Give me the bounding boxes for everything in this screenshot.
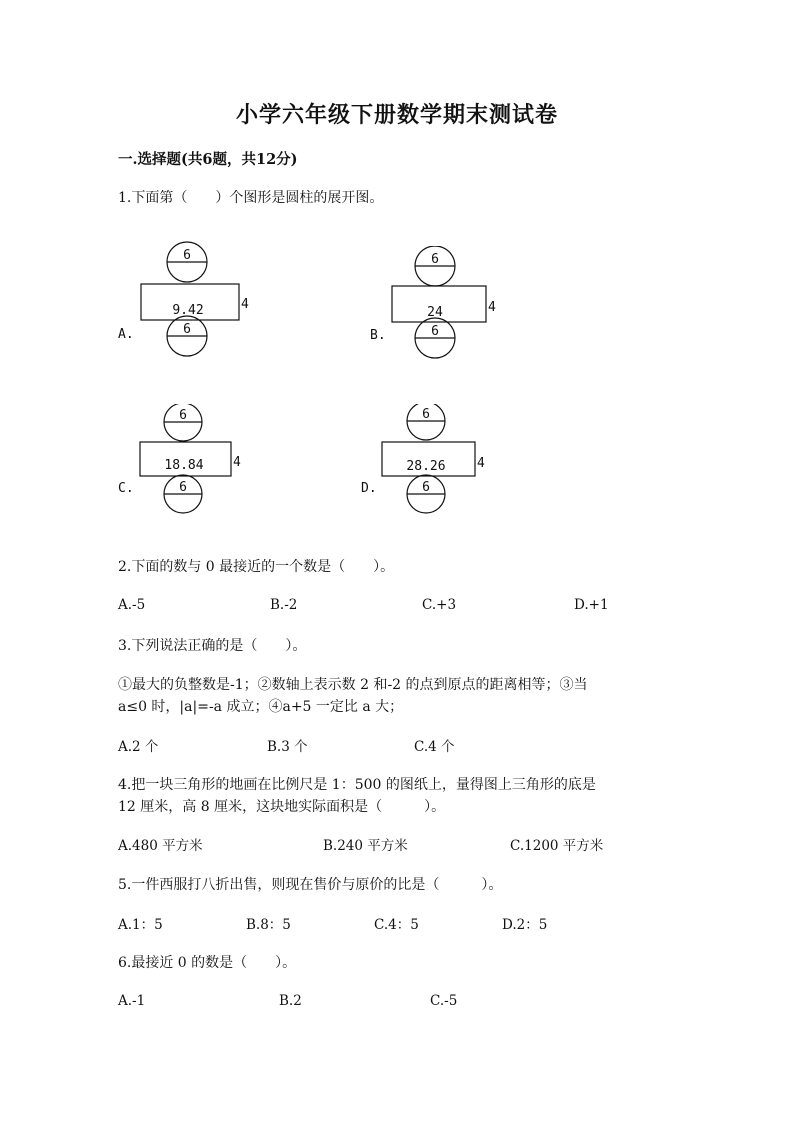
question-5-stem: 5.一件西服打八折出售，则现在售价与原价的比是（ ）。 [118,877,503,893]
question-3-option-a[interactable]: A.2 个 [118,739,159,755]
page-title: 小学六年级下册数学期末测试卷 [235,102,558,128]
question-2-option-a[interactable]: A.-5 [118,597,146,613]
net-b-top-label: 6 [431,252,439,267]
question-5-option-a[interactable]: A.1：5 [118,917,163,933]
question-2-option-c[interactable]: C.+3 [422,597,457,613]
net-d-rect-label: 28.26 [406,459,446,474]
question-2-option-d[interactable]: D.+1 [574,597,609,613]
net-c-side-label: 4 [233,455,241,470]
question-3-stem-line-1: ①最大的负整数是-1；②数轴上表示数 2 和-2 的点到原点的距离相等；③当 [118,677,588,693]
question-4-option-a[interactable]: A.480 平方米 [118,838,203,854]
section-heading: 一.选择题(共6题，共12分) [118,151,298,168]
question-4-option-b[interactable]: B.240 平方米 [323,838,408,854]
question-5-option-d[interactable]: D.2：5 [502,917,548,933]
net-a-bottom-label: 6 [183,322,191,337]
cylinder-net-b [362,246,512,364]
question-3-stem: 3.下列说法正确的是（ ）。 [118,638,307,654]
question-4-stem-line-2: 12 厘米，高 8 厘米，这块地实际面积是（ ）。 [118,799,446,815]
net-a-label: A. [118,327,134,342]
net-d-top-label: 6 [422,407,430,422]
question-2-stem: 2.下面的数与 0 最接近的一个数是（ ）。 [118,559,395,575]
net-b-rect-label: 24 [427,305,443,320]
net-a-rect-label: 9.42 [172,303,204,318]
question-2-option-b[interactable]: B.-2 [270,597,298,613]
question-5-option-c[interactable]: C.4：5 [374,917,419,933]
question-3-option-c[interactable]: C.4 个 [414,739,455,755]
question-5-option-b[interactable]: B.8：5 [246,917,291,933]
net-c-label: C. [118,481,134,496]
net-d-label: D. [361,481,377,496]
net-b-side-label: 4 [488,300,496,315]
question-6-stem: 6.最接近 0 的数是（ ）。 [118,955,297,971]
cylinder-net-c [110,404,260,522]
net-b-bottom-label: 6 [431,324,439,339]
question-6-option-b[interactable]: B.2 [279,993,302,1009]
net-c-top-label: 6 [179,408,187,423]
net-a-top-label: 6 [183,248,191,263]
net-c-rect-label: 18.84 [164,458,204,473]
question-3-option-b[interactable]: B.3 个 [267,739,308,755]
net-c-bottom-label: 6 [179,480,187,495]
cylinder-net-d [353,404,503,522]
question-6-option-c[interactable]: C.-5 [430,993,458,1009]
net-d-side-label: 4 [477,456,485,471]
net-d-bottom-label: 6 [422,480,430,495]
question-6-option-a[interactable]: A.-1 [118,993,146,1009]
cylinder-net-a [110,240,260,358]
question-3-stem-line-2: a≤0 时，|a|=-a 成立；④a+5 一定比 a 大； [118,699,404,715]
net-b-label: B. [370,328,386,343]
question-4-stem-line-1: 4.把一块三角形的地画在比例尺是 1：500 的图纸上，量得图上三角形的底是 [118,777,596,793]
question-1-stem: 1.下面第（ ）个图形是圆柱的展开图。 [118,190,384,206]
question-4-option-c[interactable]: C.1200 平方米 [510,838,604,854]
net-a-side-label: 4 [241,297,249,312]
